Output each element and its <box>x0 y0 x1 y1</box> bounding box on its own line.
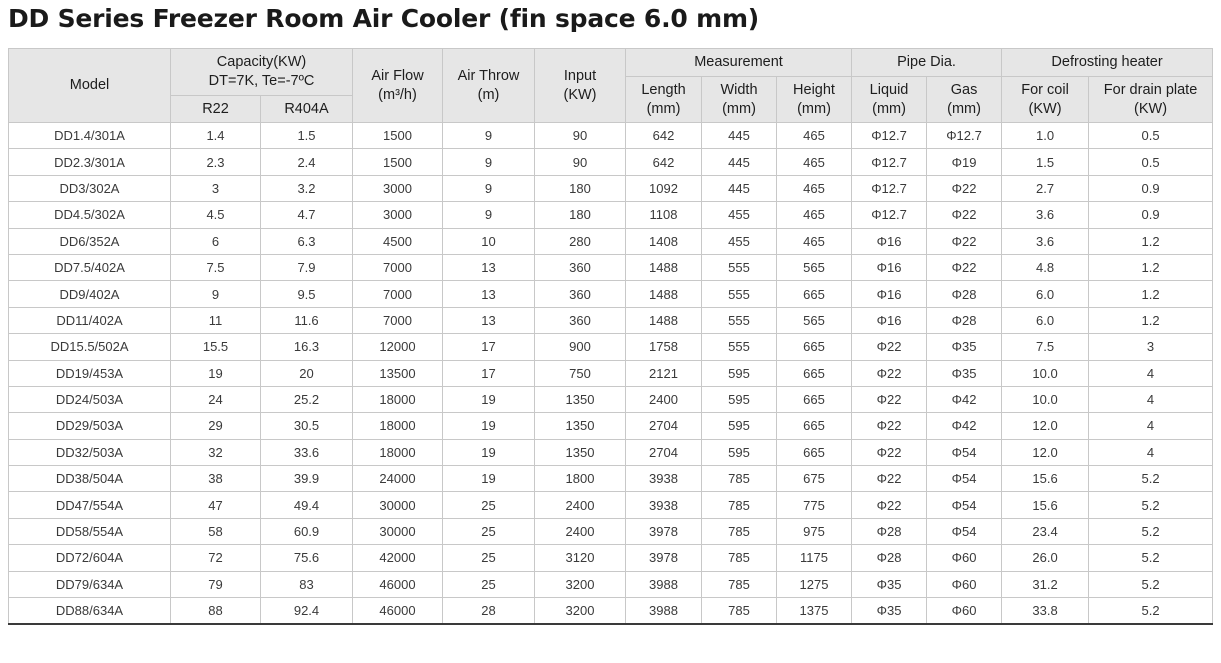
cell-height: 665 <box>777 360 852 386</box>
cell-height: 465 <box>777 149 852 175</box>
cell-input: 360 <box>535 254 626 280</box>
cell-length: 1488 <box>626 281 702 307</box>
cell-pipe-liquid: Φ28 <box>852 545 927 571</box>
cell-air-flow: 1500 <box>353 149 443 175</box>
cell-heater-coil: 15.6 <box>1002 466 1089 492</box>
cell-pipe-gas: Φ54 <box>927 439 1002 465</box>
cell-height: 1375 <box>777 598 852 625</box>
cell-width: 785 <box>702 571 777 597</box>
cell-heater-coil: 10.0 <box>1002 386 1089 412</box>
cell-height: 665 <box>777 386 852 412</box>
cell-length: 1758 <box>626 334 702 360</box>
cell-capacity-r22: 19 <box>171 360 261 386</box>
cell-pipe-liquid: Φ35 <box>852 598 927 625</box>
cell-air-throw: 17 <box>443 334 535 360</box>
cell-air-flow: 4500 <box>353 228 443 254</box>
cell-pipe-gas: Φ60 <box>927 598 1002 625</box>
cell-air-flow: 3000 <box>353 175 443 201</box>
cell-capacity-r404a: 9.5 <box>261 281 353 307</box>
cell-height: 665 <box>777 334 852 360</box>
cell-pipe-liquid: Φ12.7 <box>852 149 927 175</box>
cell-heater-coil: 23.4 <box>1002 518 1089 544</box>
cell-air-throw: 25 <box>443 492 535 518</box>
cell-air-throw: 19 <box>443 466 535 492</box>
cell-heater-drain-plate: 1.2 <box>1089 228 1213 254</box>
cell-pipe-liquid: Φ22 <box>852 492 927 518</box>
cell-capacity-r404a: 49.4 <box>261 492 353 518</box>
table-row <box>9 360 1213 386</box>
cell-capacity-r22: 58 <box>171 518 261 544</box>
cell-capacity-r404a: 83 <box>261 571 353 597</box>
cell-heater-drain-plate: 4 <box>1089 360 1213 386</box>
cell-air-throw: 19 <box>443 439 535 465</box>
cell-capacity-r404a: 39.9 <box>261 466 353 492</box>
table-row <box>9 439 1213 465</box>
cell-air-throw: 19 <box>443 386 535 412</box>
cell-pipe-liquid: Φ16 <box>852 281 927 307</box>
cell-width: 785 <box>702 598 777 625</box>
cell-air-flow: 24000 <box>353 466 443 492</box>
table-row <box>9 598 1213 625</box>
cell-air-throw: 19 <box>443 413 535 439</box>
cell-capacity-r22: 2.3 <box>171 149 261 175</box>
cell-air-throw: 13 <box>443 281 535 307</box>
cell-length: 1092 <box>626 175 702 201</box>
cell-height: 775 <box>777 492 852 518</box>
cell-capacity-r22: 38 <box>171 466 261 492</box>
cell-pipe-gas: Φ60 <box>927 571 1002 597</box>
cell-air-flow: 3000 <box>353 202 443 228</box>
cell-pipe-liquid: Φ35 <box>852 571 927 597</box>
cell-pipe-gas: Φ22 <box>927 228 1002 254</box>
cell-heater-coil: 4.8 <box>1002 254 1089 280</box>
cell-length: 3988 <box>626 598 702 625</box>
cell-height: 465 <box>777 228 852 254</box>
cell-length: 1408 <box>626 228 702 254</box>
cell-heater-drain-plate: 5.2 <box>1089 571 1213 597</box>
cell-capacity-r404a: 25.2 <box>261 386 353 412</box>
cell-capacity-r22: 1.4 <box>171 123 261 149</box>
cell-width: 455 <box>702 228 777 254</box>
cell-capacity-r404a: 11.6 <box>261 307 353 333</box>
cell-air-throw: 13 <box>443 254 535 280</box>
cell-capacity-r404a: 16.3 <box>261 334 353 360</box>
page-title: DD Series Freezer Room Air Cooler (fin space 6.0 mm) <box>8 4 760 33</box>
cell-pipe-gas: Φ54 <box>927 466 1002 492</box>
cell-height: 1275 <box>777 571 852 597</box>
table-header <box>9 49 1213 123</box>
cell-width: 595 <box>702 439 777 465</box>
cell-air-flow: 18000 <box>353 413 443 439</box>
cell-capacity-r404a: 1.5 <box>261 123 353 149</box>
table-row <box>9 334 1213 360</box>
cell-air-flow: 12000 <box>353 334 443 360</box>
cell-length: 3978 <box>626 518 702 544</box>
table-row <box>9 545 1213 571</box>
cell-capacity-r22: 6 <box>171 228 261 254</box>
cell-width: 445 <box>702 123 777 149</box>
cell-width: 445 <box>702 149 777 175</box>
cell-capacity-r22: 29 <box>171 413 261 439</box>
table-row <box>9 307 1213 333</box>
cell-air-flow: 7000 <box>353 307 443 333</box>
cell-capacity-r22: 88 <box>171 598 261 625</box>
cell-air-throw: 9 <box>443 149 535 175</box>
cell-input: 90 <box>535 123 626 149</box>
cell-capacity-r22: 47 <box>171 492 261 518</box>
cell-input: 2400 <box>535 518 626 544</box>
cell-pipe-gas: Φ12.7 <box>927 123 1002 149</box>
cell-height: 465 <box>777 175 852 201</box>
cell-length: 2400 <box>626 386 702 412</box>
cell-input: 3200 <box>535 598 626 625</box>
cell-air-throw: 9 <box>443 123 535 149</box>
header-gas: Gas (mm) <box>927 77 1002 123</box>
cell-air-throw: 25 <box>443 518 535 544</box>
cell-pipe-liquid: Φ16 <box>852 228 927 254</box>
cell-heater-drain-plate: 1.2 <box>1089 307 1213 333</box>
cell-input: 360 <box>535 307 626 333</box>
cell-input: 3120 <box>535 545 626 571</box>
cell-capacity-r404a: 3.2 <box>261 175 353 201</box>
cell-capacity-r404a: 30.5 <box>261 413 353 439</box>
cell-heater-drain-plate: 3 <box>1089 334 1213 360</box>
cell-pipe-liquid: Φ22 <box>852 386 927 412</box>
table-row <box>9 175 1213 201</box>
cell-capacity-r22: 7.5 <box>171 254 261 280</box>
cell-heater-coil: 2.7 <box>1002 175 1089 201</box>
table-row <box>9 413 1213 439</box>
cell-heater-coil: 26.0 <box>1002 545 1089 571</box>
cell-length: 3978 <box>626 545 702 571</box>
cell-heater-coil: 6.0 <box>1002 307 1089 333</box>
cell-heater-coil: 15.6 <box>1002 492 1089 518</box>
cell-width: 555 <box>702 281 777 307</box>
cell-model: DD38/504A <box>9 466 171 492</box>
cell-input: 2400 <box>535 492 626 518</box>
cell-heater-drain-plate: 4 <box>1089 386 1213 412</box>
header-liquid: Liquid (mm) <box>852 77 927 123</box>
cell-heater-coil: 7.5 <box>1002 334 1089 360</box>
cell-input: 900 <box>535 334 626 360</box>
cell-heater-drain-plate: 0.9 <box>1089 202 1213 228</box>
cell-air-flow: 13500 <box>353 360 443 386</box>
cell-air-flow: 42000 <box>353 545 443 571</box>
cell-width: 785 <box>702 492 777 518</box>
header-air-flow: Air Flow (m³/h) <box>353 49 443 123</box>
cell-length: 642 <box>626 123 702 149</box>
cell-input: 90 <box>535 149 626 175</box>
cell-pipe-liquid: Φ22 <box>852 439 927 465</box>
cell-heater-coil: 3.6 <box>1002 228 1089 254</box>
cell-length: 2121 <box>626 360 702 386</box>
header-defrosting-heater: Defrosting heater <box>1002 49 1213 77</box>
cell-width: 785 <box>702 545 777 571</box>
cell-heater-coil: 1.5 <box>1002 149 1089 175</box>
cell-model: DD47/554A <box>9 492 171 518</box>
cell-height: 1175 <box>777 545 852 571</box>
cell-heater-drain-plate: 5.2 <box>1089 466 1213 492</box>
table-row <box>9 386 1213 412</box>
cell-model: DD58/554A <box>9 518 171 544</box>
table-row <box>9 571 1213 597</box>
cell-model: DD29/503A <box>9 413 171 439</box>
cell-pipe-liquid: Φ22 <box>852 360 927 386</box>
cell-width: 445 <box>702 175 777 201</box>
cell-heater-coil: 33.8 <box>1002 598 1089 625</box>
cell-length: 3938 <box>626 492 702 518</box>
cell-air-throw: 10 <box>443 228 535 254</box>
cell-heater-coil: 31.2 <box>1002 571 1089 597</box>
cell-length: 1488 <box>626 307 702 333</box>
cell-length: 3938 <box>626 466 702 492</box>
cell-pipe-gas: Φ28 <box>927 281 1002 307</box>
cell-pipe-gas: Φ22 <box>927 175 1002 201</box>
cell-heater-drain-plate: 0.5 <box>1089 123 1213 149</box>
cell-model: DD88/634A <box>9 598 171 625</box>
cell-capacity-r404a: 60.9 <box>261 518 353 544</box>
cell-length: 2704 <box>626 413 702 439</box>
cell-model: DD24/503A <box>9 386 171 412</box>
cell-air-throw: 9 <box>443 202 535 228</box>
cell-pipe-gas: Φ19 <box>927 149 1002 175</box>
header-capacity: Capacity(KW) DT=7K, Te=-7ºC <box>171 49 353 96</box>
cell-pipe-liquid: Φ12.7 <box>852 175 927 201</box>
cell-length: 1108 <box>626 202 702 228</box>
cell-model: DD6/352A <box>9 228 171 254</box>
cell-input: 1350 <box>535 413 626 439</box>
cell-capacity-r22: 3 <box>171 175 261 201</box>
table-row <box>9 149 1213 175</box>
cell-input: 280 <box>535 228 626 254</box>
table-row <box>9 466 1213 492</box>
cell-heater-drain-plate: 1.2 <box>1089 281 1213 307</box>
cell-heater-coil: 12.0 <box>1002 439 1089 465</box>
cell-width: 555 <box>702 254 777 280</box>
cell-heater-drain-plate: 5.2 <box>1089 545 1213 571</box>
cell-length: 2704 <box>626 439 702 465</box>
header-for-drain-plate: For drain plate (KW) <box>1089 77 1213 123</box>
cell-model: DD4.5/302A <box>9 202 171 228</box>
cell-capacity-r404a: 4.7 <box>261 202 353 228</box>
header-length: Length (mm) <box>626 77 702 123</box>
header-r22: R22 <box>171 96 261 123</box>
cell-model: DD32/503A <box>9 439 171 465</box>
cell-pipe-gas: Φ35 <box>927 360 1002 386</box>
cell-height: 975 <box>777 518 852 544</box>
cell-air-throw: 25 <box>443 571 535 597</box>
cell-model: DD15.5/502A <box>9 334 171 360</box>
cell-model: DD72/604A <box>9 545 171 571</box>
cell-air-flow: 46000 <box>353 598 443 625</box>
cell-input: 360 <box>535 281 626 307</box>
cell-length: 3988 <box>626 571 702 597</box>
cell-capacity-r404a: 75.6 <box>261 545 353 571</box>
cell-height: 465 <box>777 202 852 228</box>
header-model: Model <box>9 49 171 123</box>
cell-input: 180 <box>535 202 626 228</box>
table-row <box>9 281 1213 307</box>
cell-input: 750 <box>535 360 626 386</box>
cell-capacity-r404a: 6.3 <box>261 228 353 254</box>
cell-air-flow: 18000 <box>353 386 443 412</box>
header-height: Height (mm) <box>777 77 852 123</box>
cell-air-flow: 7000 <box>353 281 443 307</box>
cell-model: DD11/402A <box>9 307 171 333</box>
cell-input: 1350 <box>535 386 626 412</box>
cell-height: 565 <box>777 254 852 280</box>
cell-pipe-liquid: Φ22 <box>852 466 927 492</box>
cell-model: DD1.4/301A <box>9 123 171 149</box>
cell-pipe-liquid: Φ12.7 <box>852 202 927 228</box>
cell-pipe-gas: Φ54 <box>927 518 1002 544</box>
cell-pipe-gas: Φ42 <box>927 413 1002 439</box>
header-pipe-dia: Pipe Dia. <box>852 49 1002 77</box>
cell-pipe-gas: Φ60 <box>927 545 1002 571</box>
cell-width: 555 <box>702 307 777 333</box>
cell-heater-drain-plate: 0.5 <box>1089 149 1213 175</box>
cell-air-flow: 30000 <box>353 518 443 544</box>
cell-heater-drain-plate: 5.2 <box>1089 492 1213 518</box>
cell-heater-drain-plate: 5.2 <box>1089 598 1213 625</box>
cell-input: 3200 <box>535 571 626 597</box>
cell-pipe-gas: Φ22 <box>927 254 1002 280</box>
cell-heater-coil: 1.0 <box>1002 123 1089 149</box>
cell-model: DD2.3/301A <box>9 149 171 175</box>
spec-table <box>8 48 1213 625</box>
cell-height: 665 <box>777 281 852 307</box>
cell-heater-drain-plate: 5.2 <box>1089 518 1213 544</box>
cell-capacity-r404a: 7.9 <box>261 254 353 280</box>
cell-air-flow: 7000 <box>353 254 443 280</box>
cell-heater-coil: 12.0 <box>1002 413 1089 439</box>
cell-pipe-gas: Φ54 <box>927 492 1002 518</box>
cell-capacity-r22: 4.5 <box>171 202 261 228</box>
cell-capacity-r404a: 20 <box>261 360 353 386</box>
cell-width: 595 <box>702 413 777 439</box>
cell-capacity-r22: 24 <box>171 386 261 412</box>
header-for-coil: For coil (KW) <box>1002 77 1089 123</box>
cell-heater-drain-plate: 1.2 <box>1089 254 1213 280</box>
cell-heater-drain-plate: 0.9 <box>1089 175 1213 201</box>
cell-air-throw: 17 <box>443 360 535 386</box>
cell-heater-coil: 3.6 <box>1002 202 1089 228</box>
cell-input: 180 <box>535 175 626 201</box>
cell-pipe-gas: Φ28 <box>927 307 1002 333</box>
cell-model: DD19/453A <box>9 360 171 386</box>
cell-width: 555 <box>702 334 777 360</box>
cell-heater-drain-plate: 4 <box>1089 439 1213 465</box>
header-input: Input (KW) <box>535 49 626 123</box>
cell-model: DD79/634A <box>9 571 171 597</box>
cell-air-flow: 46000 <box>353 571 443 597</box>
cell-width: 785 <box>702 466 777 492</box>
cell-height: 675 <box>777 466 852 492</box>
cell-capacity-r404a: 92.4 <box>261 598 353 625</box>
cell-pipe-liquid: Φ28 <box>852 518 927 544</box>
cell-pipe-liquid: Φ16 <box>852 307 927 333</box>
cell-pipe-liquid: Φ22 <box>852 334 927 360</box>
cell-height: 465 <box>777 123 852 149</box>
table-row <box>9 202 1213 228</box>
table-row <box>9 123 1213 149</box>
cell-model: DD9/402A <box>9 281 171 307</box>
cell-capacity-r22: 11 <box>171 307 261 333</box>
header-width: Width (mm) <box>702 77 777 123</box>
cell-width: 455 <box>702 202 777 228</box>
cell-air-throw: 25 <box>443 545 535 571</box>
cell-capacity-r404a: 33.6 <box>261 439 353 465</box>
cell-length: 642 <box>626 149 702 175</box>
cell-capacity-r22: 9 <box>171 281 261 307</box>
cell-height: 665 <box>777 439 852 465</box>
cell-capacity-r22: 79 <box>171 571 261 597</box>
table-row <box>9 518 1213 544</box>
cell-capacity-r22: 32 <box>171 439 261 465</box>
cell-length: 1488 <box>626 254 702 280</box>
cell-pipe-gas: Φ35 <box>927 334 1002 360</box>
header-r404a: R404A <box>261 96 353 123</box>
cell-heater-coil: 10.0 <box>1002 360 1089 386</box>
cell-width: 595 <box>702 360 777 386</box>
cell-model: DD7.5/402A <box>9 254 171 280</box>
cell-air-flow: 30000 <box>353 492 443 518</box>
cell-air-throw: 13 <box>443 307 535 333</box>
cell-air-flow: 18000 <box>353 439 443 465</box>
cell-capacity-r404a: 2.4 <box>261 149 353 175</box>
cell-width: 785 <box>702 518 777 544</box>
table-row <box>9 228 1213 254</box>
cell-heater-drain-plate: 4 <box>1089 413 1213 439</box>
cell-input: 1800 <box>535 466 626 492</box>
cell-model: DD3/302A <box>9 175 171 201</box>
cell-capacity-r22: 72 <box>171 545 261 571</box>
cell-pipe-liquid: Φ12.7 <box>852 123 927 149</box>
cell-heater-coil: 6.0 <box>1002 281 1089 307</box>
cell-pipe-liquid: Φ16 <box>852 254 927 280</box>
cell-air-throw: 9 <box>443 175 535 201</box>
cell-pipe-gas: Φ22 <box>927 202 1002 228</box>
cell-height: 565 <box>777 307 852 333</box>
cell-pipe-gas: Φ42 <box>927 386 1002 412</box>
table-row <box>9 492 1213 518</box>
cell-pipe-liquid: Φ22 <box>852 413 927 439</box>
cell-input: 1350 <box>535 439 626 465</box>
cell-capacity-r22: 15.5 <box>171 334 261 360</box>
table-row <box>9 254 1213 280</box>
header-measurement: Measurement <box>626 49 852 77</box>
cell-air-flow: 1500 <box>353 123 443 149</box>
cell-air-throw: 28 <box>443 598 535 625</box>
header-air-throw: Air Throw (m) <box>443 49 535 123</box>
cell-width: 595 <box>702 386 777 412</box>
table-body <box>9 123 1213 625</box>
cell-height: 665 <box>777 413 852 439</box>
